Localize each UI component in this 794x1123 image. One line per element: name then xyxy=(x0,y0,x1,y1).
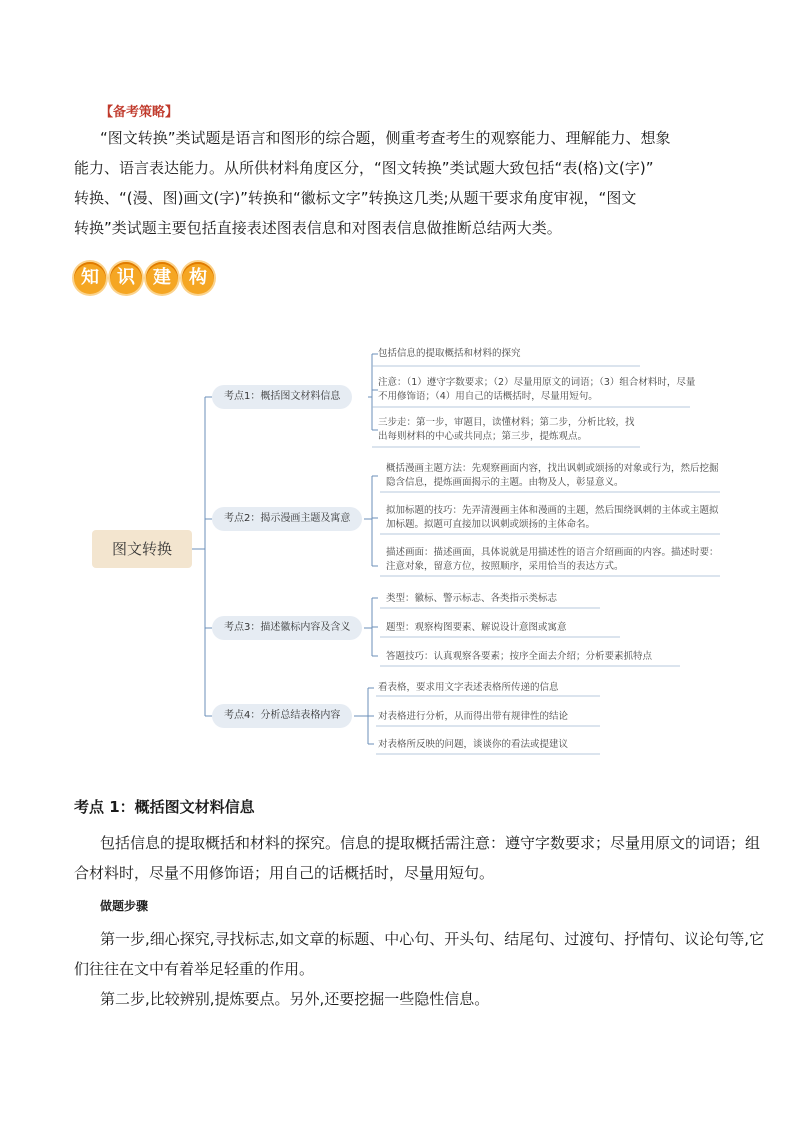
steps-heading: 做题步骤 xyxy=(100,899,149,913)
text-line: 们往往在文中有着举足轻重的作用。 xyxy=(74,960,315,978)
mindmap-leaf: 概括漫画主题方法：先观察画面内容，找出讽刺或颂扬的对象或行为，然后挖掘隐含信息，提炼画面揭示的主题。由物及人，彰显意义。 xyxy=(386,463,719,488)
mindmap-root: 图文转换 xyxy=(92,530,192,568)
mindmap-leaf: 题型：观察构图要素、解说设计意图或寓意 xyxy=(386,622,567,633)
badge-char: 知 xyxy=(74,262,106,294)
mindmap-node: 考点2：揭示漫画主题及寓意 xyxy=(212,507,362,531)
section-title: 考点 1：概括图文材料信息 xyxy=(74,798,255,816)
badge-char: 识 xyxy=(110,262,142,294)
mindmap-leaf: 包括信息的提取概括和材料的探究 xyxy=(378,348,521,359)
mindmap-leaf: 对表格进行分析，从而得出带有规律性的结论 xyxy=(378,711,569,722)
text-line: 合材料时，尽量不用修饰语；用自己的话概括时，尽量用短句。 xyxy=(74,864,495,882)
mindmap-leaf: 类型：徽标、警示标志、各类指示类标志 xyxy=(386,593,558,604)
badge-char: 建 xyxy=(146,262,178,294)
mindmap-leaf: 描述画面：描述画面，具体说就是用描述性的语言介绍画面的内容。描述时要：注意对象，留意方位，按照顺序，采用恰当的表达方式。 xyxy=(386,547,719,572)
mindmap-leaf: 拟加标题的技巧：先弄清漫画主体和漫画的主题，然后围绕讽刺的主体或主题拟加标题。拟题可直接加以讽刺或颂扬的主体命名。 xyxy=(386,505,719,530)
mindmap-leaf: 答题技巧：认真观察各要素；按序全面去介绍；分析要素抓特点 xyxy=(386,651,653,662)
badge-char: 构 xyxy=(182,262,214,294)
mindmap-leaf: 看表格，要求用文字表述表格所传递的信息 xyxy=(378,682,559,693)
section-paragraph xyxy=(74,828,761,888)
strategy-heading: 【备考策略】 xyxy=(100,105,179,120)
mindmap-node: 考点4：分析总结表格内容 xyxy=(212,704,352,728)
text-line: 转换”类试题主要包括直接表述图表信息和对图表信息做推断总结两大类。 xyxy=(74,219,562,237)
mindmap-leaf: 三步走：第一步，审题目，读懂材料；第二步，分析比较，找出每则材料的中心或共同点；第三步，提炼观点。 xyxy=(378,417,635,442)
text-line: 转换、“(漫、图)画文(字)”转换和“徽标文字”转换这几类;从题干要求角度审视，“图文 xyxy=(74,189,637,207)
mindmap-leaf: 对表格所反映的问题，谈谈你的看法或提建议 xyxy=(378,739,569,750)
text-line: 第一步,细心探究,寻找标志,如文章的标题、中心句、开头句、结尾句、过渡句、抒情句、议论句等,它 xyxy=(100,930,765,948)
mindmap-leaf: 注意：（1）遵守字数要求；（2）尽量用原文的词语；（3）组合材料时，尽量不用修饰语；（4）用自己的话概括时，尽量用短句。 xyxy=(378,377,696,402)
text-line: 第二步,比较辨别,提炼要点。另外,还要挖掘一些隐性信息。 xyxy=(100,990,490,1008)
text-line: 能力、语言表达能力。从所供材料角度区分，“图文转换”类试题大致包括“表(格)文(字)” xyxy=(74,159,654,177)
text-line: “图文转换”类试题是语言和图形的综合题，侧重考查考生的观察能力、理解能力、想象 xyxy=(100,129,671,147)
text-line: 包括信息的提取概括和材料的探究。信息的提取概括需注意：遵守字数要求；尽量用原文的词语；组 xyxy=(100,834,761,852)
mindmap-node: 考点3：描述徽标内容及含义 xyxy=(212,616,362,640)
mindmap-node: 考点1：概括图文材料信息 xyxy=(212,385,352,409)
steps-paragraph xyxy=(74,924,765,1014)
